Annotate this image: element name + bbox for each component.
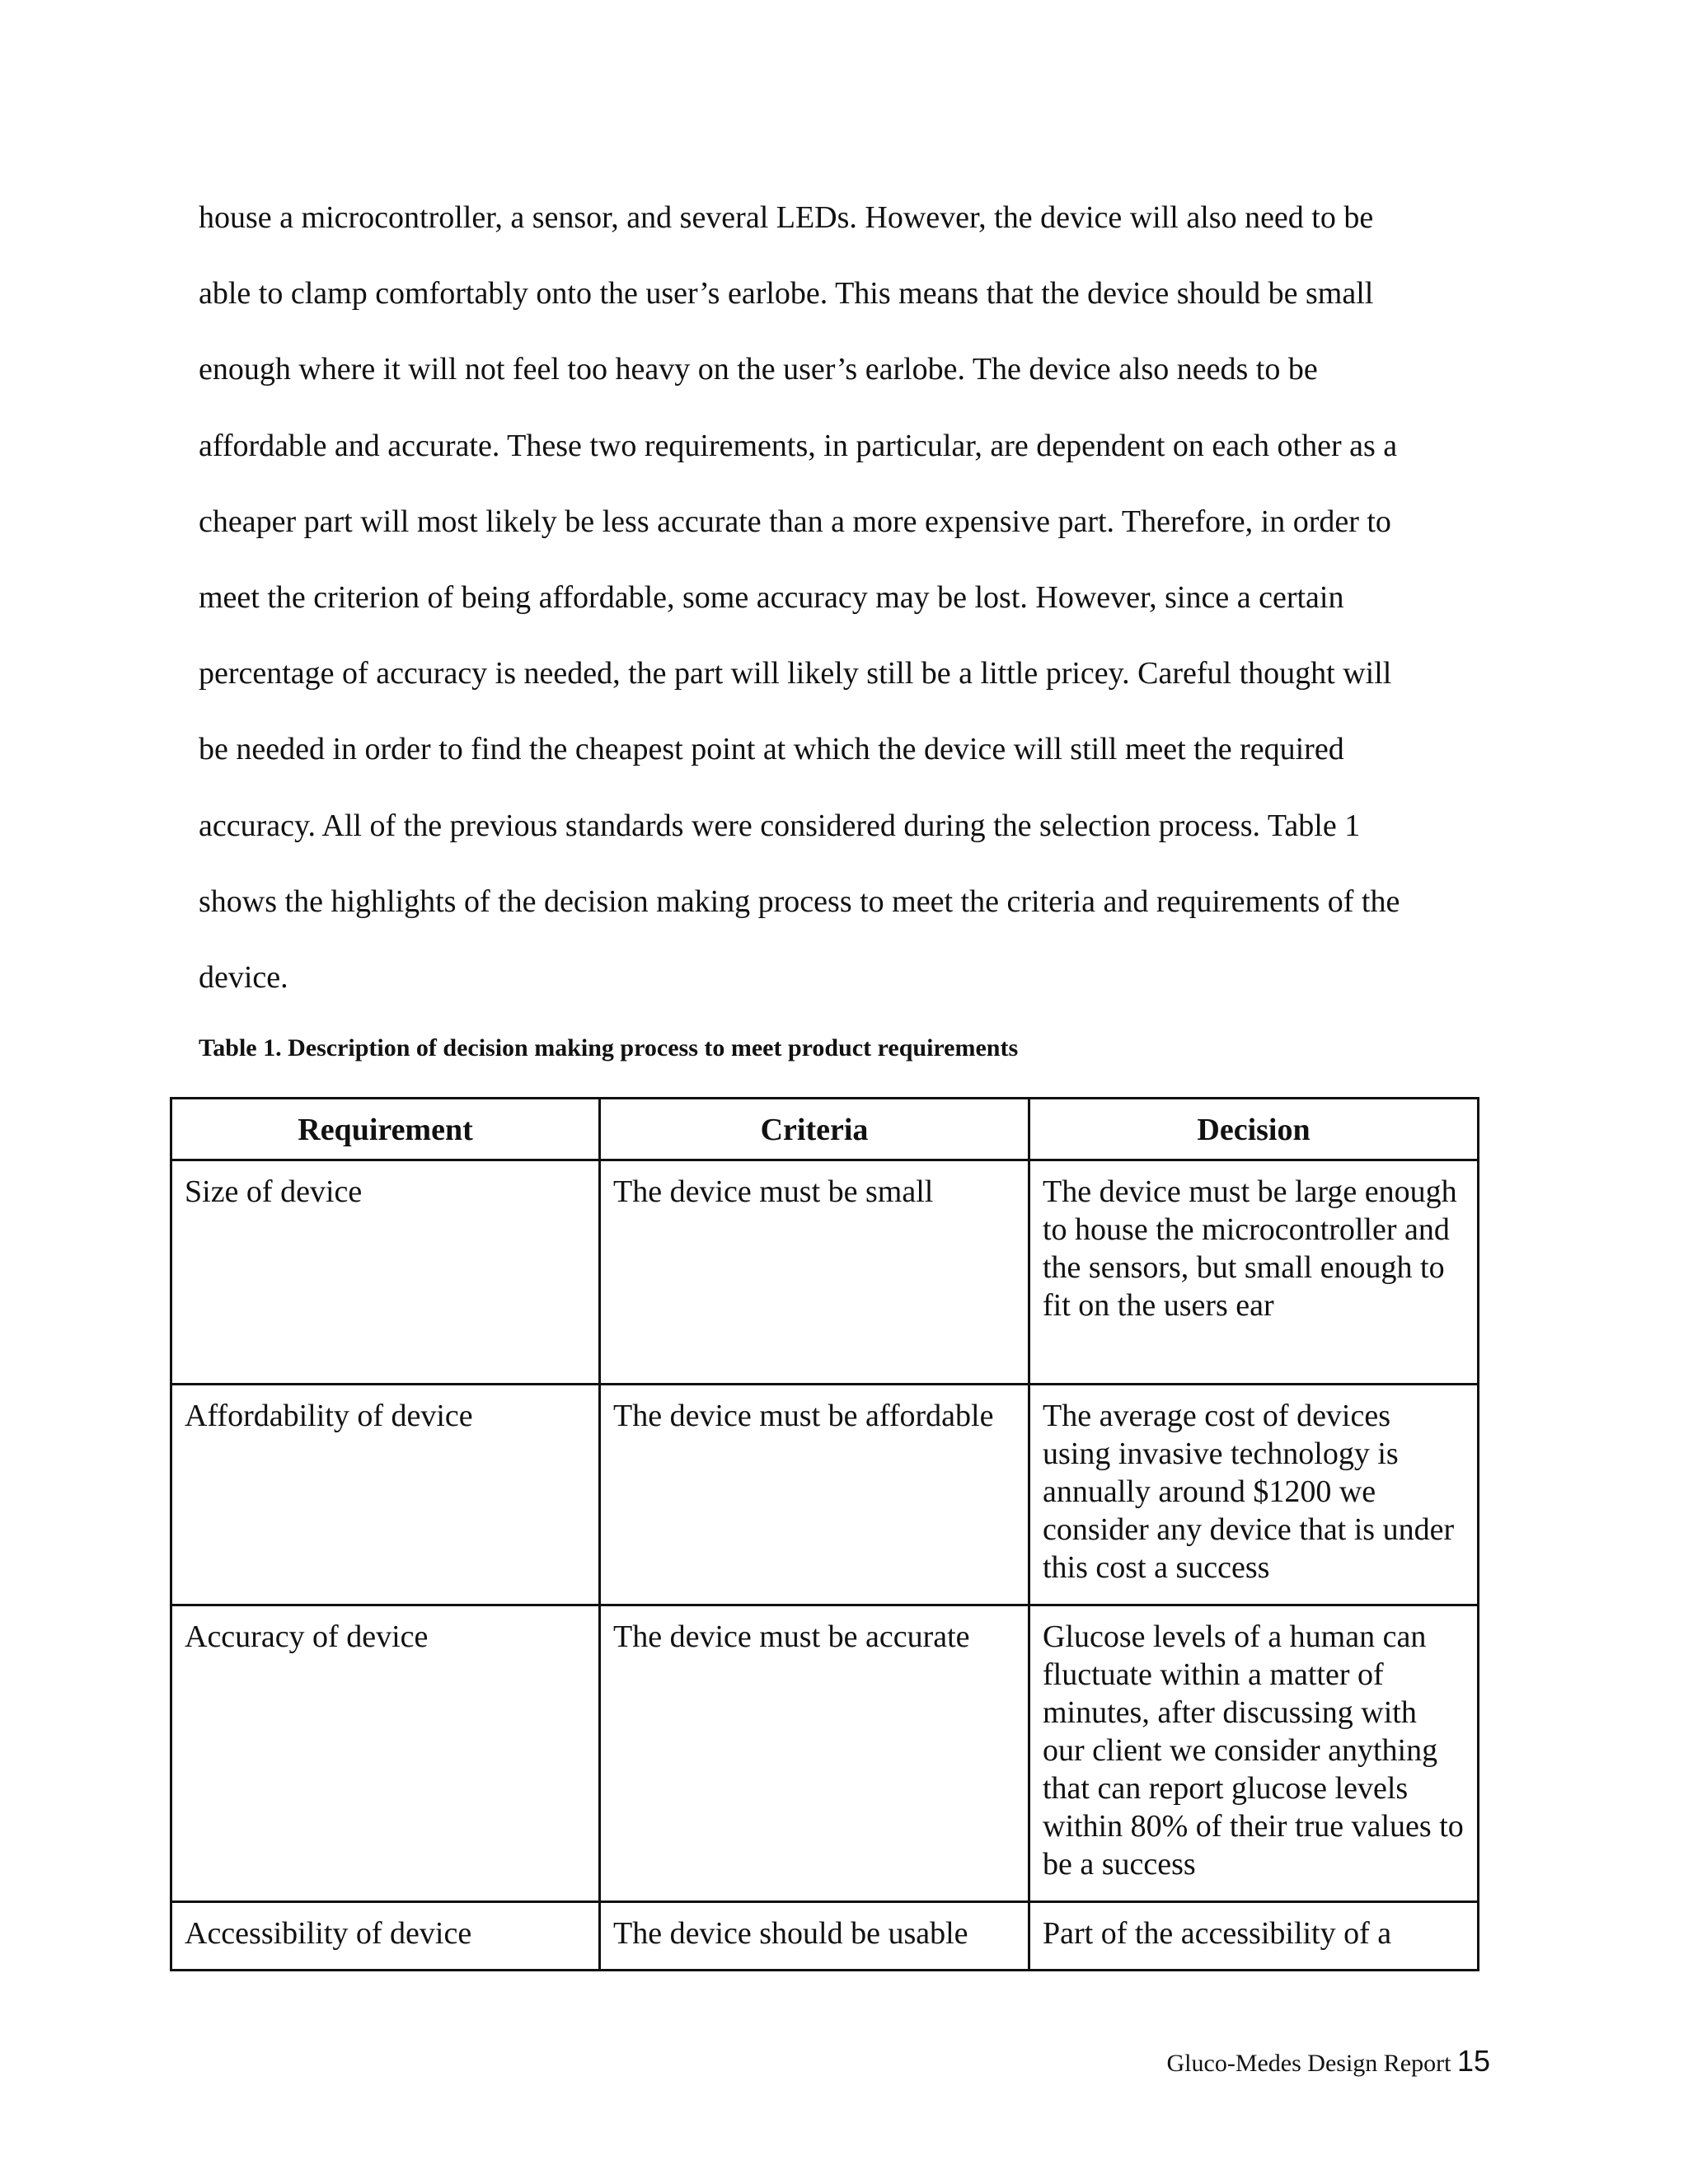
body-paragraph <box>199 195 1517 1031</box>
table-row <box>171 1902 1479 1971</box>
paragraph-line: affordable and accurate. These two requirements, in particular, are dependent on each other as a <box>199 428 1398 463</box>
requirement-cell: Accuracy of device <box>171 1605 600 1902</box>
table-row <box>171 1385 1479 1605</box>
paragraph-line: shows the highlights of the decision making process to meet the criteria and requirements of the <box>199 883 1400 919</box>
column-header-requirement: Requirement <box>171 1099 600 1160</box>
paragraph-line: enough where it will not feel too heavy on the user’s earlobe. The device also needs to be <box>199 352 1318 387</box>
table-row <box>171 1605 1479 1902</box>
column-header-decision: Decision <box>1029 1099 1479 1160</box>
paragraph-line: percentage of accuracy is needed, the part will likely still be a little pricey. Careful thought will <box>199 656 1392 691</box>
paragraph-line: cheaper part will most likely be less accurate than a more expensive part. Therefore, in order to <box>199 504 1391 539</box>
table-header-row <box>171 1099 1479 1160</box>
column-header-criteria: Criteria <box>600 1099 1029 1160</box>
criteria-cell: The device must be affordable <box>600 1385 1029 1605</box>
page-footer <box>1167 2044 1490 2079</box>
criteria-cell: The device must be accurate <box>600 1605 1029 1902</box>
decision-cell: Glucose levels of a human can fluctuate within a matter of minutes, after discussing with our client we consider anything that can report glucose levels within 80% of their true values to be a success <box>1029 1605 1479 1902</box>
decision-cell: Part of the accessibility of a <box>1029 1902 1479 1971</box>
criteria-cell: The device must be small <box>600 1160 1029 1385</box>
table-caption: Table 1. Description of decision making process to meet product requirements <box>199 1034 1019 1062</box>
criteria-cell: The device should be usable <box>600 1902 1029 1971</box>
paragraph-line: house a microcontroller, a sensor, and several LEDs. However, the device will also need to be <box>199 200 1374 235</box>
requirement-cell: Accessibility of device <box>171 1902 600 1971</box>
paragraph-line: accuracy. All of the previous standards were considered during the selection process. Table 1 <box>199 808 1361 843</box>
paragraph-line: meet the criterion of being affordable, some accuracy may be lost. However, since a certain <box>199 579 1344 615</box>
report-name: Gluco-Medes Design Report <box>1166 2050 1451 2077</box>
decision-cell: The average cost of devices using invasive technology is annually around $1200 we consider any device that is under this cost a success <box>1029 1385 1479 1605</box>
requirement-cell: Size of device <box>171 1160 600 1385</box>
table-row <box>171 1160 1479 1385</box>
decision-cell: The device must be large enough to house the microcontroller and the sensors, but small enough to fit on the users ear <box>1029 1160 1479 1385</box>
paragraph-line: be needed in order to find the cheapest point at which the device will still meet the required <box>199 732 1344 767</box>
requirements-table <box>170 1097 1479 1971</box>
paragraph-line: device. <box>199 959 288 995</box>
page-number: 15 <box>1456 2044 1490 2078</box>
requirement-cell: Affordability of device <box>171 1385 600 1605</box>
paragraph-line: able to clamp comfortably onto the user’s earlobe. This means that the device should be small <box>199 276 1374 312</box>
